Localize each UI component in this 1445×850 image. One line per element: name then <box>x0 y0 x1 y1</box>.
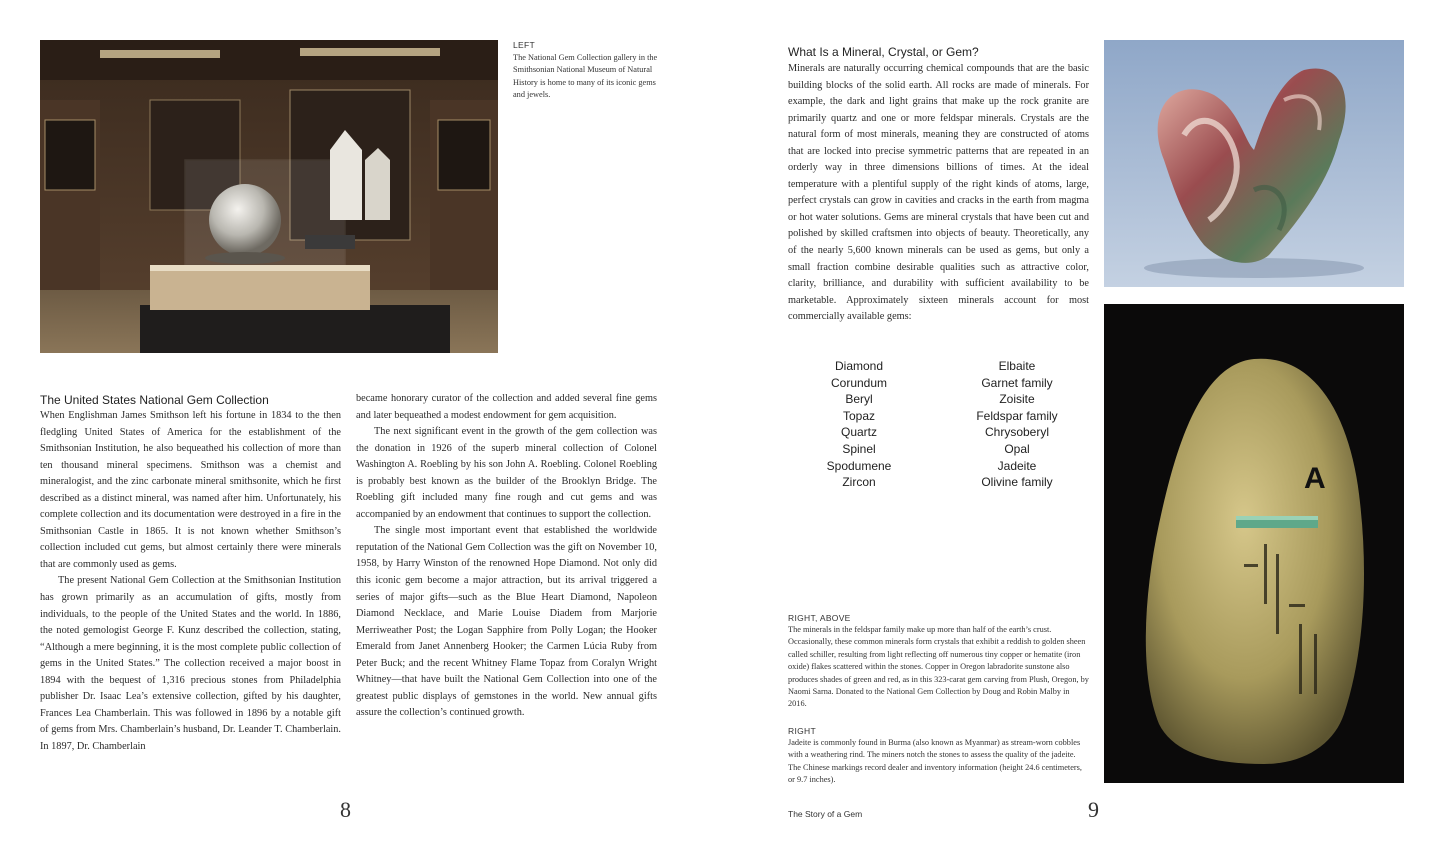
caption-right-above <box>788 613 1090 711</box>
gem-list-item: Beryl <box>845 392 873 407</box>
paragraph: became honorary curator of the collection and added several fine gems and later bequeathed a modest endowment for gem acquisition. <box>356 393 657 421</box>
right-text-column <box>788 61 1089 326</box>
gem-list-item: Quartz <box>840 425 877 440</box>
caption-right <box>788 726 1090 787</box>
gem-list-item: Diamond <box>834 359 884 373</box>
gem-list-item: Chrysoberyl <box>984 425 1050 440</box>
page-number-right: 9 <box>1088 797 1099 822</box>
caption-label: RIGHT, ABOVE <box>788 613 851 623</box>
gem-list-item: Olivine family <box>981 475 1053 490</box>
gem-list-item: Corundum <box>830 375 888 390</box>
gem-list-item: Topaz <box>842 408 876 423</box>
left-text-column-1 <box>40 408 341 755</box>
gem-list-item: Opal <box>1004 441 1030 456</box>
gem-list-column-1 <box>800 358 918 491</box>
gem-list-item: Zircon <box>842 475 876 490</box>
section-heading-national-gem-collection: The United States National Gem Collection <box>40 393 269 407</box>
left-text-column-2 <box>356 391 657 722</box>
caption-label: LEFT <box>513 40 535 50</box>
gem-list-item: Jadeite <box>997 458 1037 473</box>
paragraph: The single most important event that established the worldwide reputation of the National Gem Collection was the gift on November 10, 1958, by Harry Winston of the renowned Hope Diamond. Not only did this iconic gem become a major attraction, but its arrival triggered a series of major gifts—such as the Blue Heart Diamond, Napoleon Diamond Necklace, and Marie Louise Diadem from Marjorie Merriweather Post; the Logan Sapphire from Polly Logan; the Hooker Emerald from Janet Annenberg Hooker; the Carmen Lúcia Ruby from Peter Buck; and the recent Whitney Flame Topaz from Coralyn Wright Whitney—that have built the National Gem Collection into one of the greatest public displays of gemstones in the world. New annual gifts assure the collection’s continued growth. <box>356 525 657 719</box>
paragraph: When Englishman James Smithson left his fortune in 1834 to the then fledgling United States of America for the establishment of the Smithsonian Institution, he also bequeathed his collection of more than ten thousand mineral specimens. Smithson was a chemist and mineralogist, and the zinc carbonate mineral smithsonite, which he first described as a distinct mineral, was named after him. Unfortunately, his complete collection and its documentation were destroyed in a fire in the Smithsonian Castle in 1865. It is not known whether Smithson’s collection included cut gems, but almost certainly there were minerals that are commonly used as gems. <box>40 410 341 570</box>
gem-list-column-2 <box>948 358 1086 491</box>
section-heading-mineral-crystal-gem: What Is a Mineral, Crystal, or Gem? <box>788 45 979 59</box>
page-number-left: 8 <box>340 797 351 822</box>
caption-label: RIGHT <box>788 726 816 736</box>
running-footer-title: The Story of a Gem <box>788 809 863 819</box>
gem-list-item: Zoisite <box>999 392 1035 407</box>
gem-list-item: Feldspar family <box>976 408 1058 423</box>
paragraph: Minerals are naturally occurring chemical compounds that are the basic building blocks of the solid earth. All rocks are made of minerals. For example, the dark and light grains that make up the rock granite are primarily quartz and one or more feldspar minerals. Crystals are the natural form of most minerals, meaning they are constructed of atoms that are locked into precise symmetric patterns that are repeated in an orderly way in three dimensions billions of times. At the ideal temperature with a plentiful supply of the right kinds of atoms, large, perfect crystals can grow in cavities and cracks in the earth from magma or hot water solutions. Gems are mineral crystals that have been cut and polished by skilled craftsmen into objects of beauty. Theoretically, any of the nearly 5,600 known minerals can be used as gems, but only a small fraction combine desirable qualities such as attractive color, clarity, brilliance, and durability with sufficient availability to be marketable. Approximately sixteen minerals account for most commercially available gems: <box>788 63 1089 323</box>
gem-list-item: Elbaite <box>998 359 1036 373</box>
caption-text: The minerals in the feldspar family make up more than half of the earth’s crust. Occasionally, these common minerals form crystals that exhibit a reddish to golden sheen called schiller, resulting from light reflecting off numerous tiny copper or hematite (iron oxide) flakes scattered within the stones. Copper in Oregon labradorite sunstone also produces shades of green and red, as in this 323-carat gem carving from Plush, Oregon, by Naomi Sarna. Donated to the National Gem Collection by Doug and Robin Malby in 2016. <box>788 625 1089 709</box>
gem-list-item: Spodumene <box>826 458 892 473</box>
paragraph: The next significant event in the growth of the gem collection was the donation in 1926 of the superb mineral collection of Colonel Washington A. Roebling by his son John A. Roebling. Colonel Roebling is probably best known as the builder of the Brooklyn Bridge. The Roebling gift included many fine rough and cut gems and was accompanied by an endowment that continues to support the collection. <box>356 426 657 520</box>
sunstone-carving-photo <box>1104 40 1404 287</box>
caption-text: The National Gem Collection gallery in the Smithsonian National Museum of Natural History is home to many of its iconic gems and jewels. <box>513 53 658 100</box>
caption-text: Jadeite is commonly found in Burma (also known as Myanmar) as stream-worn cobbles with a weathering rind. The miners notch the stones to assess the quality of the jadeite. The Chinese markings record dealer and inventory information (height 24.6 centimeters, or 9.7 inches). <box>788 738 1082 785</box>
gallery-photo <box>40 40 498 353</box>
paragraph: The present National Gem Collection at the Smithsonian Institution has grown primarily as an accumulation of gifts, mostly from individuals, to the people of the United States and the world. In 1886, the noted gemologist George F. Kunz described the collection, stating, “Although a mere beginning, it is the most complete public collection of gems in the United States.” The collection received a major boost in 1894 with the bequest of 1,316 precious stones from Philadelphia publisher Dr. Isaac Lea’s extensive collection, gifted by his daughter, Frances Lea Chamberlain. This was followed in 1896 by a notable gift of gems from Mrs. Chamberlain’s husband, Dr. Leander T. Chamberlain. In 1897, Dr. Chamberlain <box>40 575 341 752</box>
gem-list-item: Spinel <box>842 441 876 456</box>
gem-list-item: Garnet family <box>981 375 1053 390</box>
left-photo-caption <box>513 40 658 102</box>
jade-marking-letter: A <box>1304 462 1326 495</box>
jadeite-cobble-photo <box>1104 304 1404 783</box>
